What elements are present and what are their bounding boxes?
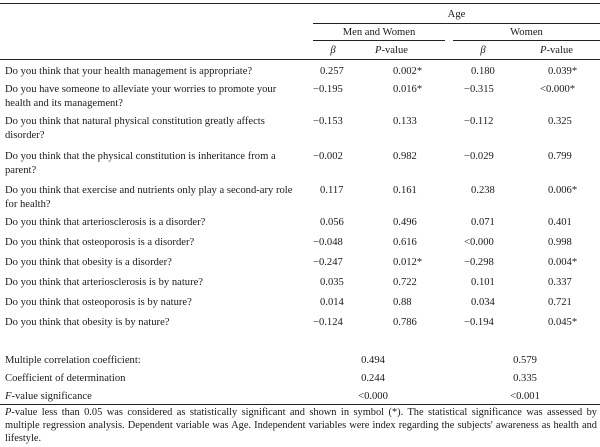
question: Do you think that osteoporosis is a disorder? (5, 237, 195, 248)
question: Do you think that exercise and nutrients only play a second-ary role for health? (5, 185, 293, 210)
beta-w: −0.112 (464, 116, 494, 127)
p-w: 0.799 (548, 151, 572, 162)
pvalue-rest: -value (381, 45, 408, 56)
p-w: 0.325 (548, 116, 572, 127)
p-w: 0.721 (548, 297, 572, 308)
beta-mw: −0.153 (313, 116, 343, 127)
question: Do you think that osteoporosis is by nature? (5, 297, 192, 308)
summary-value-mw: <0.000 (358, 391, 388, 402)
p-w: 0.039* (548, 66, 578, 77)
p-mw: 0.016* (393, 84, 423, 95)
beta-mw: −0.124 (313, 317, 343, 328)
pvalue-rest: -value (546, 45, 573, 56)
p-mw: 0.722 (393, 277, 417, 288)
question: Do you think that the physical constitution is inheritance from a parent? (5, 151, 276, 176)
summary-value-mw: 0.244 (361, 373, 385, 384)
beta-w: <0.000 (464, 237, 494, 248)
pvalue-p: P (375, 45, 382, 56)
beta-mw: −0.247 (313, 257, 343, 268)
summary-value-mw: 0.494 (361, 355, 385, 366)
p-w: 0.337 (548, 277, 572, 288)
beta-w: −0.194 (464, 317, 494, 328)
beta-w: −0.298 (464, 257, 494, 268)
p-mw: 0.002* (393, 66, 423, 77)
women-underline (453, 40, 600, 41)
pvalue-p: P (540, 45, 547, 56)
men-women-header: Men and Women (342, 27, 416, 38)
p-w: <0.000* (540, 84, 576, 95)
beta-mw: 0.257 (320, 66, 344, 77)
summary-label: Coefficient of determination (5, 373, 126, 384)
footnote-text: -value less than 0.05 was considered as statistically significant and shown in symbol (*). The statistical significance was assessed by multiple regression analysis. Dependent variable was Age. Independent variables were index regarding the subjects' awareness as health and lifestyle. (5, 407, 597, 444)
question: Do you think that arteriosclerosis is by nature? (5, 277, 203, 288)
beta-mw: −0.048 (313, 237, 343, 248)
question: Do you think that obesity is a disorder? (5, 257, 172, 268)
p-mw: 0.496 (393, 217, 417, 228)
p-mw: 0.88 (393, 297, 412, 308)
summary-label: Multiple correlation coefficient: (5, 355, 141, 366)
question: Do you think that obesity is by nature? (5, 317, 170, 328)
p-w: 0.045* (548, 317, 578, 328)
summary-label (5, 390, 92, 403)
beta-w: 0.180 (471, 66, 495, 77)
beta-w: 0.101 (471, 277, 495, 288)
beta-header-2: β (480, 45, 486, 56)
question: Do you think that arteriosclerosis is a disorder? (5, 217, 206, 228)
beta-mw: 0.056 (320, 217, 344, 228)
beta-mw: 0.014 (320, 297, 344, 308)
top-rule (0, 3, 600, 4)
age-header: Age (447, 9, 466, 20)
footnote (5, 406, 597, 445)
f-italic: F (5, 391, 12, 402)
question: Do you think that natural physical constitution greatly affects disorder? (5, 116, 265, 141)
f-rest: -value significance (11, 391, 92, 402)
p-w: 0.004* (548, 257, 578, 268)
pvalue-header-1 (375, 44, 408, 57)
header-bottom-rule (0, 59, 600, 60)
beta-mw: 0.117 (320, 185, 344, 196)
p-w: 0.006* (548, 185, 578, 196)
p-mw: 0.012* (393, 257, 423, 268)
age-underline (313, 23, 600, 24)
summary-value-w: <0.001 (510, 391, 540, 402)
p-mw: 0.786 (393, 317, 417, 328)
footnote-p: P (5, 407, 12, 418)
p-mw: 0.161 (393, 185, 417, 196)
summary-value-w: 0.579 (513, 355, 537, 366)
summary-value-w: 0.335 (513, 373, 537, 384)
p-mw: 0.982 (393, 151, 417, 162)
pvalue-header-2 (540, 44, 573, 57)
beta-w: −0.315 (464, 84, 494, 95)
beta-w: 0.238 (471, 185, 495, 196)
question: Do you have someone to alleviate your worries to promote your health and its management? (5, 84, 277, 109)
beta-header-1: β (330, 45, 336, 56)
beta-mw: −0.002 (313, 151, 343, 162)
beta-w: −0.029 (464, 151, 494, 162)
beta-mw: −0.195 (313, 84, 343, 95)
men-women-underline (313, 40, 445, 41)
beta-mw: 0.035 (320, 277, 344, 288)
question: Do you think that your health management is appropriate? (5, 66, 253, 77)
beta-w: 0.071 (471, 217, 495, 228)
p-mw: 0.616 (393, 237, 417, 248)
p-w: 0.401 (548, 217, 572, 228)
beta-w: 0.034 (471, 297, 495, 308)
women-header: Women (510, 27, 543, 38)
p-mw: 0.133 (393, 116, 417, 127)
p-w: 0.998 (548, 237, 572, 248)
bottom-rule (0, 404, 600, 405)
